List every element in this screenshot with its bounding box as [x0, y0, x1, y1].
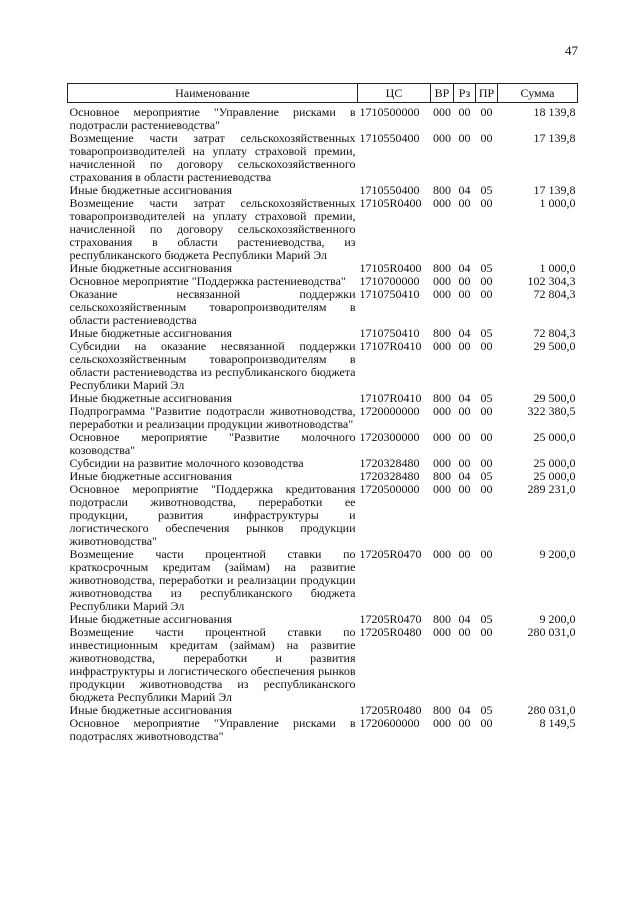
row-rz: 00 [458, 131, 471, 145]
row-pr: 05 [480, 469, 493, 483]
row-sum: 29 500,0 [533, 391, 576, 405]
row-rz: 00 [458, 456, 471, 470]
row-cs: 1710550400 [359, 131, 420, 145]
table-row [68, 431, 578, 457]
row-pr: 00 [480, 105, 493, 119]
row-name: Иные бюджетные ассигнования [69, 469, 232, 483]
row-cs: 17205R0480 [359, 625, 422, 639]
row-sum: 280 031,0 [527, 703, 576, 717]
header-rz: Рз [454, 84, 476, 103]
row-rz: 00 [458, 339, 471, 353]
row-name: Возмещение части процентной ставки по краткосрочным кредитам (займам) на развитие животноводства, переработки и реализации продукции животноводства из республиканского бюджета Республики Марий Эл [69, 547, 356, 613]
table-row [68, 197, 578, 262]
row-sum: 102 304,3 [527, 274, 576, 288]
row-rz: 00 [458, 482, 471, 496]
row-pr: 00 [480, 547, 493, 561]
row-sum: 25 000,0 [533, 456, 576, 470]
row-vr: 000 [433, 287, 451, 301]
row-rz: 04 [458, 612, 471, 626]
row-sum: 1 000,0 [539, 261, 576, 275]
row-cs: 1720328480 [359, 469, 420, 483]
row-pr: 05 [480, 612, 493, 626]
row-cs: 1710750410 [359, 287, 420, 301]
row-pr: 05 [480, 703, 493, 717]
row-cs: 1710500000 [359, 105, 420, 119]
row-vr: 000 [433, 131, 451, 145]
table-row [68, 106, 578, 132]
row-cs: 17205R0470 [359, 612, 422, 626]
row-rz: 00 [458, 430, 471, 444]
table-row [68, 483, 578, 548]
table-body [68, 103, 578, 744]
row-rz: 00 [458, 196, 471, 210]
row-vr: 000 [433, 547, 451, 561]
row-rz: 00 [458, 625, 471, 639]
row-name: Иные бюджетные ассигнования [69, 183, 232, 197]
row-pr: 00 [480, 404, 493, 418]
row-pr: 05 [480, 391, 493, 405]
row-name: Возмещение части затрат сельскохозяйственных товаропроизводителей на уплату страховой премии, начисленной по договору сельскохозяйственного страхования в области растениеводства [69, 131, 356, 184]
row-rz: 00 [458, 547, 471, 561]
row-name: Основное мероприятие "Поддержка кредитования подотрасли животноводства, переработки ее продукции, развития инфраструктуры и логистического обеспечения рынков продукции животноводства" [69, 482, 356, 548]
row-rz: 04 [458, 469, 471, 483]
table-row [68, 288, 578, 327]
row-vr: 000 [433, 482, 451, 496]
page-number: 47 [565, 43, 578, 58]
header-cs: ЦС [358, 84, 431, 103]
row-pr: 00 [480, 339, 493, 353]
row-vr: 800 [433, 612, 451, 626]
row-pr: 05 [480, 326, 493, 340]
row-sum: 280 031,0 [527, 625, 576, 639]
table-row [68, 132, 578, 184]
table-row [68, 717, 578, 743]
row-sum: 9 200,0 [539, 612, 576, 626]
row-vr: 000 [433, 274, 451, 288]
row-rz: 00 [458, 287, 471, 301]
row-vr: 000 [433, 339, 451, 353]
row-cs: 17105R0400 [359, 196, 422, 210]
row-name: Оказание несвязанной поддержки сельскохозяйственным товаропроизводителям в области растениеводства [69, 287, 356, 327]
row-sum: 9 200,0 [539, 547, 576, 561]
row-rz: 00 [458, 404, 471, 418]
row-name: Основное мероприятие "Поддержка растениеводства" [69, 274, 346, 288]
table-header-row [68, 84, 578, 103]
row-vr: 000 [433, 430, 451, 444]
budget-table [67, 83, 578, 743]
row-name: Иные бюджетные ассигнования [69, 703, 232, 717]
row-name: Иные бюджетные ассигнования [69, 326, 232, 340]
row-pr: 00 [480, 274, 493, 288]
row-rz: 04 [458, 391, 471, 405]
row-pr: 00 [480, 716, 493, 730]
row-pr: 00 [480, 430, 493, 444]
table-row [68, 626, 578, 704]
row-rz: 04 [458, 183, 471, 197]
row-sum: 72 804,3 [533, 287, 576, 301]
row-vr: 800 [433, 391, 451, 405]
table-row [68, 405, 578, 431]
row-pr: 05 [480, 183, 493, 197]
row-vr: 000 [433, 716, 451, 730]
row-name: Возмещение части затрат сельскохозяйственных товаропроизводителей на уплату страховой премии, начисленной по договору сельскохозяйственного страхования в области растениеводства, из республиканского бюджета Республики Марий Эл [69, 196, 356, 262]
row-vr: 800 [433, 703, 451, 717]
row-pr: 00 [480, 625, 493, 639]
row-cs: 1720300000 [359, 430, 420, 444]
row-pr: 00 [480, 456, 493, 470]
row-cs: 1710550400 [359, 183, 420, 197]
row-vr: 000 [433, 404, 451, 418]
row-cs: 17105R0400 [359, 261, 422, 275]
row-vr: 800 [433, 261, 451, 275]
row-pr: 00 [480, 131, 493, 145]
row-name: Основное мероприятие "Управление рисками в подотраслях животноводства" [69, 716, 356, 743]
row-name: Основное мероприятие "Развитие молочного козоводства" [69, 430, 356, 457]
row-cs: 17107R0410 [359, 339, 422, 353]
row-sum: 8 149,5 [539, 716, 576, 730]
row-rz: 04 [458, 326, 471, 340]
row-sum: 17 139,8 [533, 131, 576, 145]
row-sum: 17 139,8 [533, 183, 576, 197]
row-pr: 00 [480, 482, 493, 496]
row-sum: 72 804,3 [533, 326, 576, 340]
row-cs: 1720500000 [359, 482, 420, 496]
row-pr: 00 [480, 287, 493, 301]
row-cs: 17107R0410 [359, 391, 422, 405]
row-rz: 00 [458, 716, 471, 730]
row-name: Возмещение части процентной ставки по инвестиционным кредитам (займам) на развитие животноводства, переработки и развития инфраструктуры и логистического обеспечения рынков продукции животноводства из республиканского бюджета Республики Марий Эл [69, 625, 356, 704]
row-cs: 1710700000 [359, 274, 420, 288]
row-name: Субсидии на развитие молочного козоводства [69, 456, 304, 470]
row-cs: 1720600000 [359, 716, 420, 730]
row-rz: 04 [458, 703, 471, 717]
row-vr: 800 [433, 469, 451, 483]
row-name: Основное мероприятие "Управление рисками в подотрасли растениеводства" [69, 105, 356, 132]
row-vr: 800 [433, 183, 451, 197]
row-sum: 25 000,0 [533, 430, 576, 444]
row-cs: 17205R0470 [359, 547, 422, 561]
row-name: Иные бюджетные ассигнования [69, 261, 232, 275]
header-name: Наименование [68, 84, 358, 103]
row-vr: 000 [433, 196, 451, 210]
row-sum: 25 000,0 [533, 469, 576, 483]
row-name: Иные бюджетные ассигнования [69, 612, 232, 626]
table-row [68, 340, 578, 392]
row-vr: 000 [433, 105, 451, 119]
row-sum: 18 139,8 [533, 105, 576, 119]
table-row [68, 548, 578, 613]
row-sum: 322 380,5 [527, 404, 576, 418]
row-pr: 00 [480, 196, 493, 210]
row-cs: 1710750410 [359, 326, 420, 340]
row-sum: 29 500,0 [533, 339, 576, 353]
header-sum: Сумма [498, 84, 578, 103]
row-name: Субсидии на оказание несвязанной поддержки сельскохозяйственным товаропроизводителям в области растениеводства из республиканского бюджета Республики Марий Эл [69, 339, 356, 392]
header-pr: ПР [476, 84, 498, 103]
row-sum: 289 231,0 [527, 482, 576, 496]
row-name: Иные бюджетные ассигнования [69, 391, 232, 405]
row-cs: 1720328480 [359, 456, 420, 470]
row-vr: 000 [433, 456, 451, 470]
row-name: Подпрограмма "Развитие подотрасли животноводства, переработки и реализации продукции животноводства" [69, 404, 356, 431]
row-vr: 800 [433, 326, 451, 340]
row-cs: 1720000000 [359, 404, 420, 418]
row-rz: 04 [458, 261, 471, 275]
row-rz: 00 [458, 274, 471, 288]
row-rz: 00 [458, 105, 471, 119]
row-vr: 000 [433, 625, 451, 639]
header-vr: ВР [431, 84, 454, 103]
row-cs: 17205R0480 [359, 703, 422, 717]
row-pr: 05 [480, 261, 493, 275]
row-sum: 1 000,0 [539, 196, 576, 210]
